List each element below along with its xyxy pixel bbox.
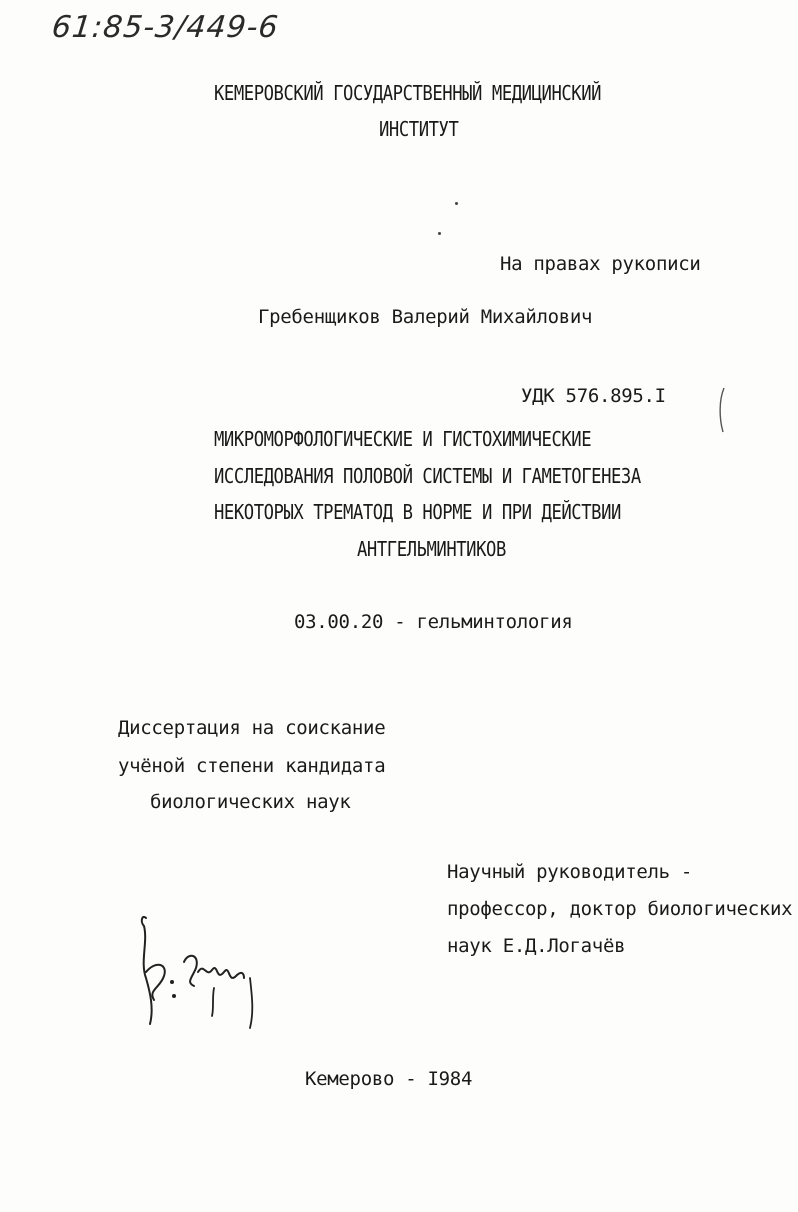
supervisor-line-2: профессор, доктор биологических [447, 898, 793, 920]
title-line-4: АНТГЕЛЬМИНТИКОВ [357, 537, 506, 561]
institution-line-2: ИНСТИТУТ [379, 117, 459, 141]
degree-line-3: биологических наук [150, 791, 351, 813]
title-line-1: МИКРОМОРФОЛОГИЧЕСКИЕ И ГИСТОХИМИЧЕСКИЕ [214, 427, 592, 451]
title-line-3: НЕКОТОРЫХ ТРЕМАТОД В НОРМЕ И ПРИ ДЕЙСТВИИ [214, 500, 621, 524]
archive-mark: 61:85-3/449-6 [50, 10, 281, 45]
supervisor-line-3: наук Е.Д.Логачёв [447, 935, 626, 957]
rights-note: На правах рукописи [500, 253, 701, 275]
specialty: 03.00.20 - гельминтология [294, 611, 573, 633]
degree-line-2: учёной степени кандидата [118, 755, 386, 777]
place-year: Кемерово - I984 [305, 1068, 473, 1090]
speck [438, 232, 441, 235]
speck [455, 202, 458, 205]
author-name: Гребенщиков Валерий Михайлович [258, 306, 593, 328]
margin-tick-mark [712, 386, 732, 436]
udc-code: УДК 576.895.I [521, 385, 666, 407]
institution-line-1: КЕМЕРОВСКИЙ ГОСУДАРСТВЕННЫЙ МЕДИЦИНСКИЙ [214, 81, 602, 105]
supervisor-line-1: Научный руководитель - [447, 861, 693, 883]
handwritten-signature [132, 912, 272, 1032]
title-line-2: ИССЛЕДОВАНИЯ ПОЛОВОЙ СИСТЕМЫ И ГАМЕТОГЕНЕЗА [214, 464, 641, 488]
degree-line-1: Диссертация на соискание [118, 717, 386, 739]
